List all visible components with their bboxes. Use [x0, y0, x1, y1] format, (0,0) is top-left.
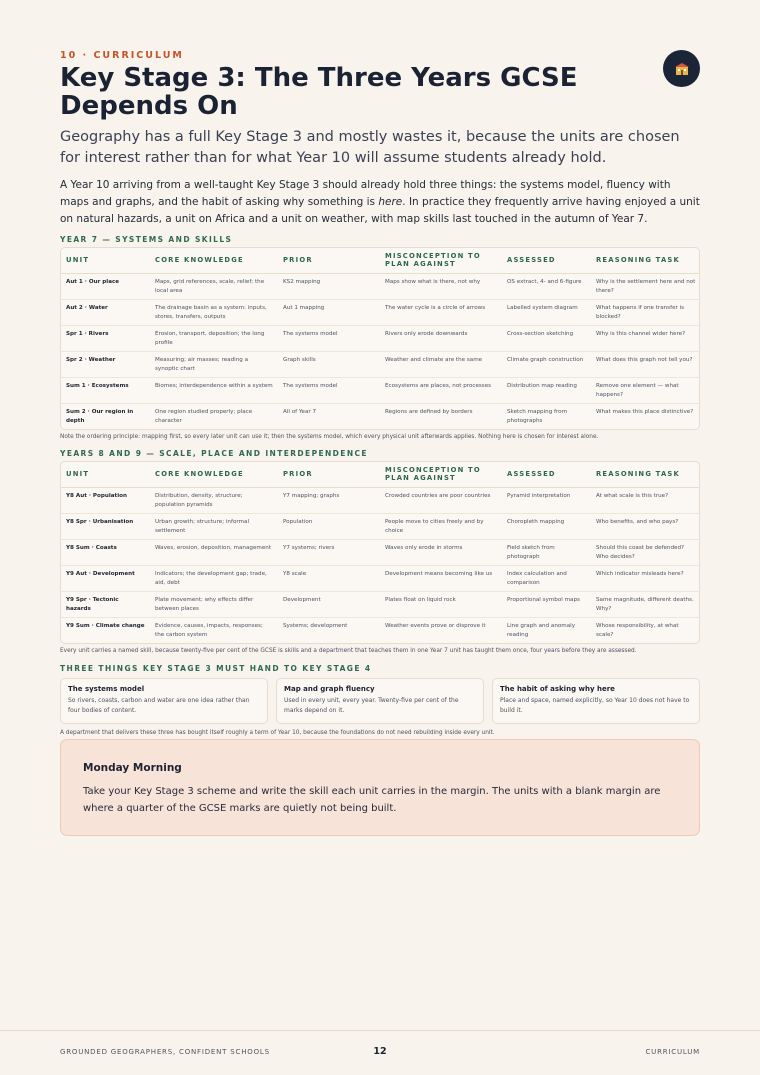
table-cell: Climate graph construction	[502, 351, 591, 377]
table-cell: OS extract, 4- and 6-figure	[502, 273, 591, 299]
table-row	[61, 513, 700, 539]
unit-cell: Y8 Aut · Population	[61, 487, 150, 513]
table-cell: Waves, erosion, deposition, management	[150, 539, 278, 565]
page-title: Key Stage 3: The Three Years GCSE Depends On	[60, 63, 578, 121]
table-cell: Distribution map reading	[502, 377, 591, 403]
card-title: Map and graph fluency	[284, 685, 375, 693]
unit-cell: Aut 2 · Water	[61, 299, 150, 325]
unit-cell: Spr 1 · Rivers	[61, 325, 150, 351]
unit-cell: Sum 2 · Our region in depth	[66, 408, 134, 424]
table-cell: Weather and climate are the same	[380, 351, 502, 377]
table-cell: Aut 1 mapping	[278, 299, 380, 325]
table-cell: Measuring; air masses; reading a synoptic chart	[150, 351, 278, 377]
table-cell: Why is the settlement here and not there?	[591, 273, 700, 299]
column-header: UNIT	[61, 462, 150, 487]
table-cell: At what scale is this true?	[591, 487, 700, 513]
table-cell: Biomes; interdependence within a system	[150, 377, 278, 403]
table-cell: One region studied properly; place character	[155, 408, 253, 424]
table-row	[61, 487, 700, 513]
callout-body: Take your Key Stage 3 scheme and write the skill each unit carries in the margin. The units with a blank margin are where a quarter of the GCSE marks are quietly not being built.	[83, 786, 661, 814]
unit-cell: Y8 Spr · Urbanisation	[61, 513, 150, 539]
column-header: ASSESSED	[502, 248, 591, 273]
year89-table-body	[61, 487, 700, 643]
page-number: 12	[373, 1046, 387, 1057]
table-cell: Pyramid interpretation	[502, 487, 591, 513]
three-things-heading: THREE THINGS KEY STAGE 3 MUST HAND TO KEY STAGE 4	[60, 664, 372, 673]
table-cell: Weather events prove or disprove it	[385, 622, 486, 629]
table-cell: Field sketch from photograph	[502, 539, 591, 565]
table-row	[61, 377, 700, 403]
table-cell: Plates float on liquid rock	[380, 591, 502, 617]
unit-cell: Sum 1 · Ecosystems	[61, 377, 150, 403]
column-header: REASONING TASK	[591, 462, 700, 487]
table-cell: Plate movement; why effects differ between places	[150, 591, 278, 617]
table-cell: The systems model	[278, 377, 380, 403]
unit-cell: Y9 Spr · Tectonic hazards	[61, 591, 150, 617]
school-building-icon	[663, 50, 700, 87]
lede-paragraph: Geography has a full Key Stage 3 and mostly wastes it, because the units are chosen for interest rather than for what Year 10 will assume students already hold.	[60, 129, 680, 166]
year89-note: Every unit carries a named skill, because twenty-five per cent of the GCSE is skills and a department that teaches them in one Year 7 unit has taught them once, four years before they are assessed.	[60, 648, 637, 654]
column-header: MISCONCEPTION TO PLAN AGAINST	[380, 248, 502, 273]
table-cell: Y7 systems; rivers	[278, 539, 380, 565]
table-cell: Sketch mapping from photographs	[507, 408, 568, 424]
card-map-graph-fluency	[276, 678, 484, 724]
table-row	[61, 273, 700, 299]
table-cell: Index calculation and comparison	[502, 565, 591, 591]
table-cell: What makes this place distinctive?	[596, 408, 694, 415]
column-header: REASONING TASK	[591, 248, 700, 273]
table-row	[61, 403, 700, 429]
intro-text-start: A Year 10 arriving from a well-taught Key Stage 3 should already hold three things: the systems model, fluency with maps and graphs, and the habit of asking why something is	[60, 179, 671, 208]
table-cell: Which indicator misleads here?	[591, 565, 700, 591]
table-cell: What does this graph not tell you?	[591, 351, 700, 377]
table-row	[61, 617, 700, 643]
card-body: Used in every unit, every year. Twenty-five per cent of the marks depend on it.	[284, 697, 459, 714]
card-body: Place and space, named explicitly, so Year 10 does not have to build it.	[500, 697, 690, 714]
table-cell: Rivers only erode downwards	[380, 325, 502, 351]
year89-table	[60, 461, 700, 644]
year7-table-body	[61, 273, 700, 429]
table-cell: Proportional symbol maps	[502, 591, 591, 617]
table-cell: Who benefits, and who pays?	[591, 513, 700, 539]
table-cell: Crowded countries are poor countries	[380, 487, 502, 513]
card-title: The habit of asking why here	[500, 685, 615, 693]
monday-morning-callout	[60, 739, 700, 836]
column-header: PRIOR	[278, 462, 380, 487]
table-header-row	[61, 462, 700, 487]
year89-heading: YEARS 8 AND 9 — SCALE, PLACE AND INTERDEPENDENCE	[60, 449, 368, 458]
intro-paragraph	[60, 177, 700, 228]
column-header: MISCONCEPTION TO PLAN AGAINST	[380, 462, 502, 487]
table-cell: Waves only erode in storms	[380, 539, 502, 565]
column-header: PRIOR	[278, 248, 380, 273]
table-cell: Y7 mapping; graphs	[278, 487, 380, 513]
card-why-here	[492, 678, 700, 724]
table-cell: Maps show what is there, not why	[380, 273, 502, 299]
unit-cell: Y8 Sum · Coasts	[61, 539, 150, 565]
column-header: CORE KNOWLEDGE	[150, 462, 278, 487]
table-cell: Whose responsibility, at what scale?	[596, 622, 679, 638]
table-cell: Development	[278, 591, 380, 617]
year7-note: Note the ordering principle: mapping first, so every later unit can use it; then the systems model, which every physical unit afterwards applies. Nothing here is chosen for interest alone.	[60, 434, 599, 440]
table-cell: Evidence, causes, impacts, responses; the carbon system	[155, 622, 263, 638]
table-cell: Indicators; the development gap; trade, aid, debt	[150, 565, 278, 591]
table-cell: Graph skills	[278, 351, 380, 377]
year7-table	[60, 247, 700, 430]
table-cell: Y8 scale	[278, 565, 380, 591]
table-cell: Systems; development	[283, 622, 348, 629]
callout-title: Monday Morning	[83, 762, 182, 774]
table-cell: Remove one element — what happens?	[591, 377, 700, 403]
table-cell: Erosion, transport, deposition; the long profile	[150, 325, 278, 351]
column-header: UNIT	[61, 248, 150, 273]
table-cell: The water cycle is a circle of arrows	[380, 299, 502, 325]
card-systems-model	[60, 678, 268, 724]
table-cell: Why is this channel wider here?	[591, 325, 700, 351]
table-cell: Choropleth mapping	[502, 513, 591, 539]
table-row	[61, 351, 700, 377]
table-cell: People move to cities freely and by choice	[380, 513, 502, 539]
footer-section-name: CURRICULUM	[645, 1048, 700, 1056]
table-cell: The drainage basin as a system: inputs, stores, transfers, outputs	[150, 299, 278, 325]
table-cell: Maps, grid references, scale, relief; the local area	[150, 273, 278, 299]
column-header: ASSESSED	[502, 462, 591, 487]
unit-cell: Aut 1 · Our place	[61, 273, 150, 299]
table-cell: Regions are defined by borders	[385, 408, 473, 415]
table-cell: Should this coast be defended? Who decides?	[591, 539, 700, 565]
year7-heading: YEAR 7 — SYSTEMS AND SKILLS	[60, 235, 233, 244]
table-cell: KS2 mapping	[278, 273, 380, 299]
three-things-cards	[60, 678, 700, 724]
table-row	[61, 325, 700, 351]
intro-emphasis: here	[378, 196, 403, 208]
intro-text-end: . In practice they frequently arrive having enjoyed a unit on natural hazards, a unit on Africa and a unit on weather, with map skills last touched in the autumn of Year 7.	[60, 196, 700, 225]
column-header: CORE KNOWLEDGE	[150, 248, 278, 273]
unit-cell: Y9 Aut · Development	[61, 565, 150, 591]
unit-cell: Spr 2 · Weather	[61, 351, 150, 377]
table-header-row	[61, 248, 700, 273]
three-things-note: A department that delivers these three has bought itself roughly a term of Year 10, because the foundations do not need rebuilding inside every unit.	[60, 730, 495, 736]
table-cell: Population	[278, 513, 380, 539]
table-cell: Development means becoming like us	[380, 565, 502, 591]
card-title: The systems model	[68, 685, 145, 693]
table-cell: Line graph and anomaly reading	[507, 622, 576, 638]
footer-publication-title: GROUNDED GEOGRAPHERS, CONFIDENT SCHOOLS	[60, 1048, 270, 1056]
table-cell: What happens if one transfer is blocked?	[591, 299, 700, 325]
table-cell: Distribution, density, structure; population pyramids	[150, 487, 278, 513]
table-cell: Labelled system diagram	[502, 299, 591, 325]
table-cell: The systems model	[278, 325, 380, 351]
table-row	[61, 539, 700, 565]
card-body: So rivers, coasts, carbon and water are one idea rather than four bodies of content.	[68, 697, 250, 714]
table-cell: Ecosystems are places, not processes	[380, 377, 502, 403]
table-row	[61, 565, 700, 591]
table-cell: All of Year 7	[283, 408, 317, 415]
unit-cell: Y9 Sum · Climate change	[66, 622, 145, 629]
table-row	[61, 299, 700, 325]
table-cell: Urban growth; structure; informal settlement	[150, 513, 278, 539]
table-cell: Same magnitude, different deaths. Why?	[591, 591, 700, 617]
table-row	[61, 591, 700, 617]
table-cell: Cross-section sketching	[502, 325, 591, 351]
section-eyebrow: 10 · CURRICULUM	[60, 50, 184, 61]
footer-divider	[0, 1030, 760, 1031]
